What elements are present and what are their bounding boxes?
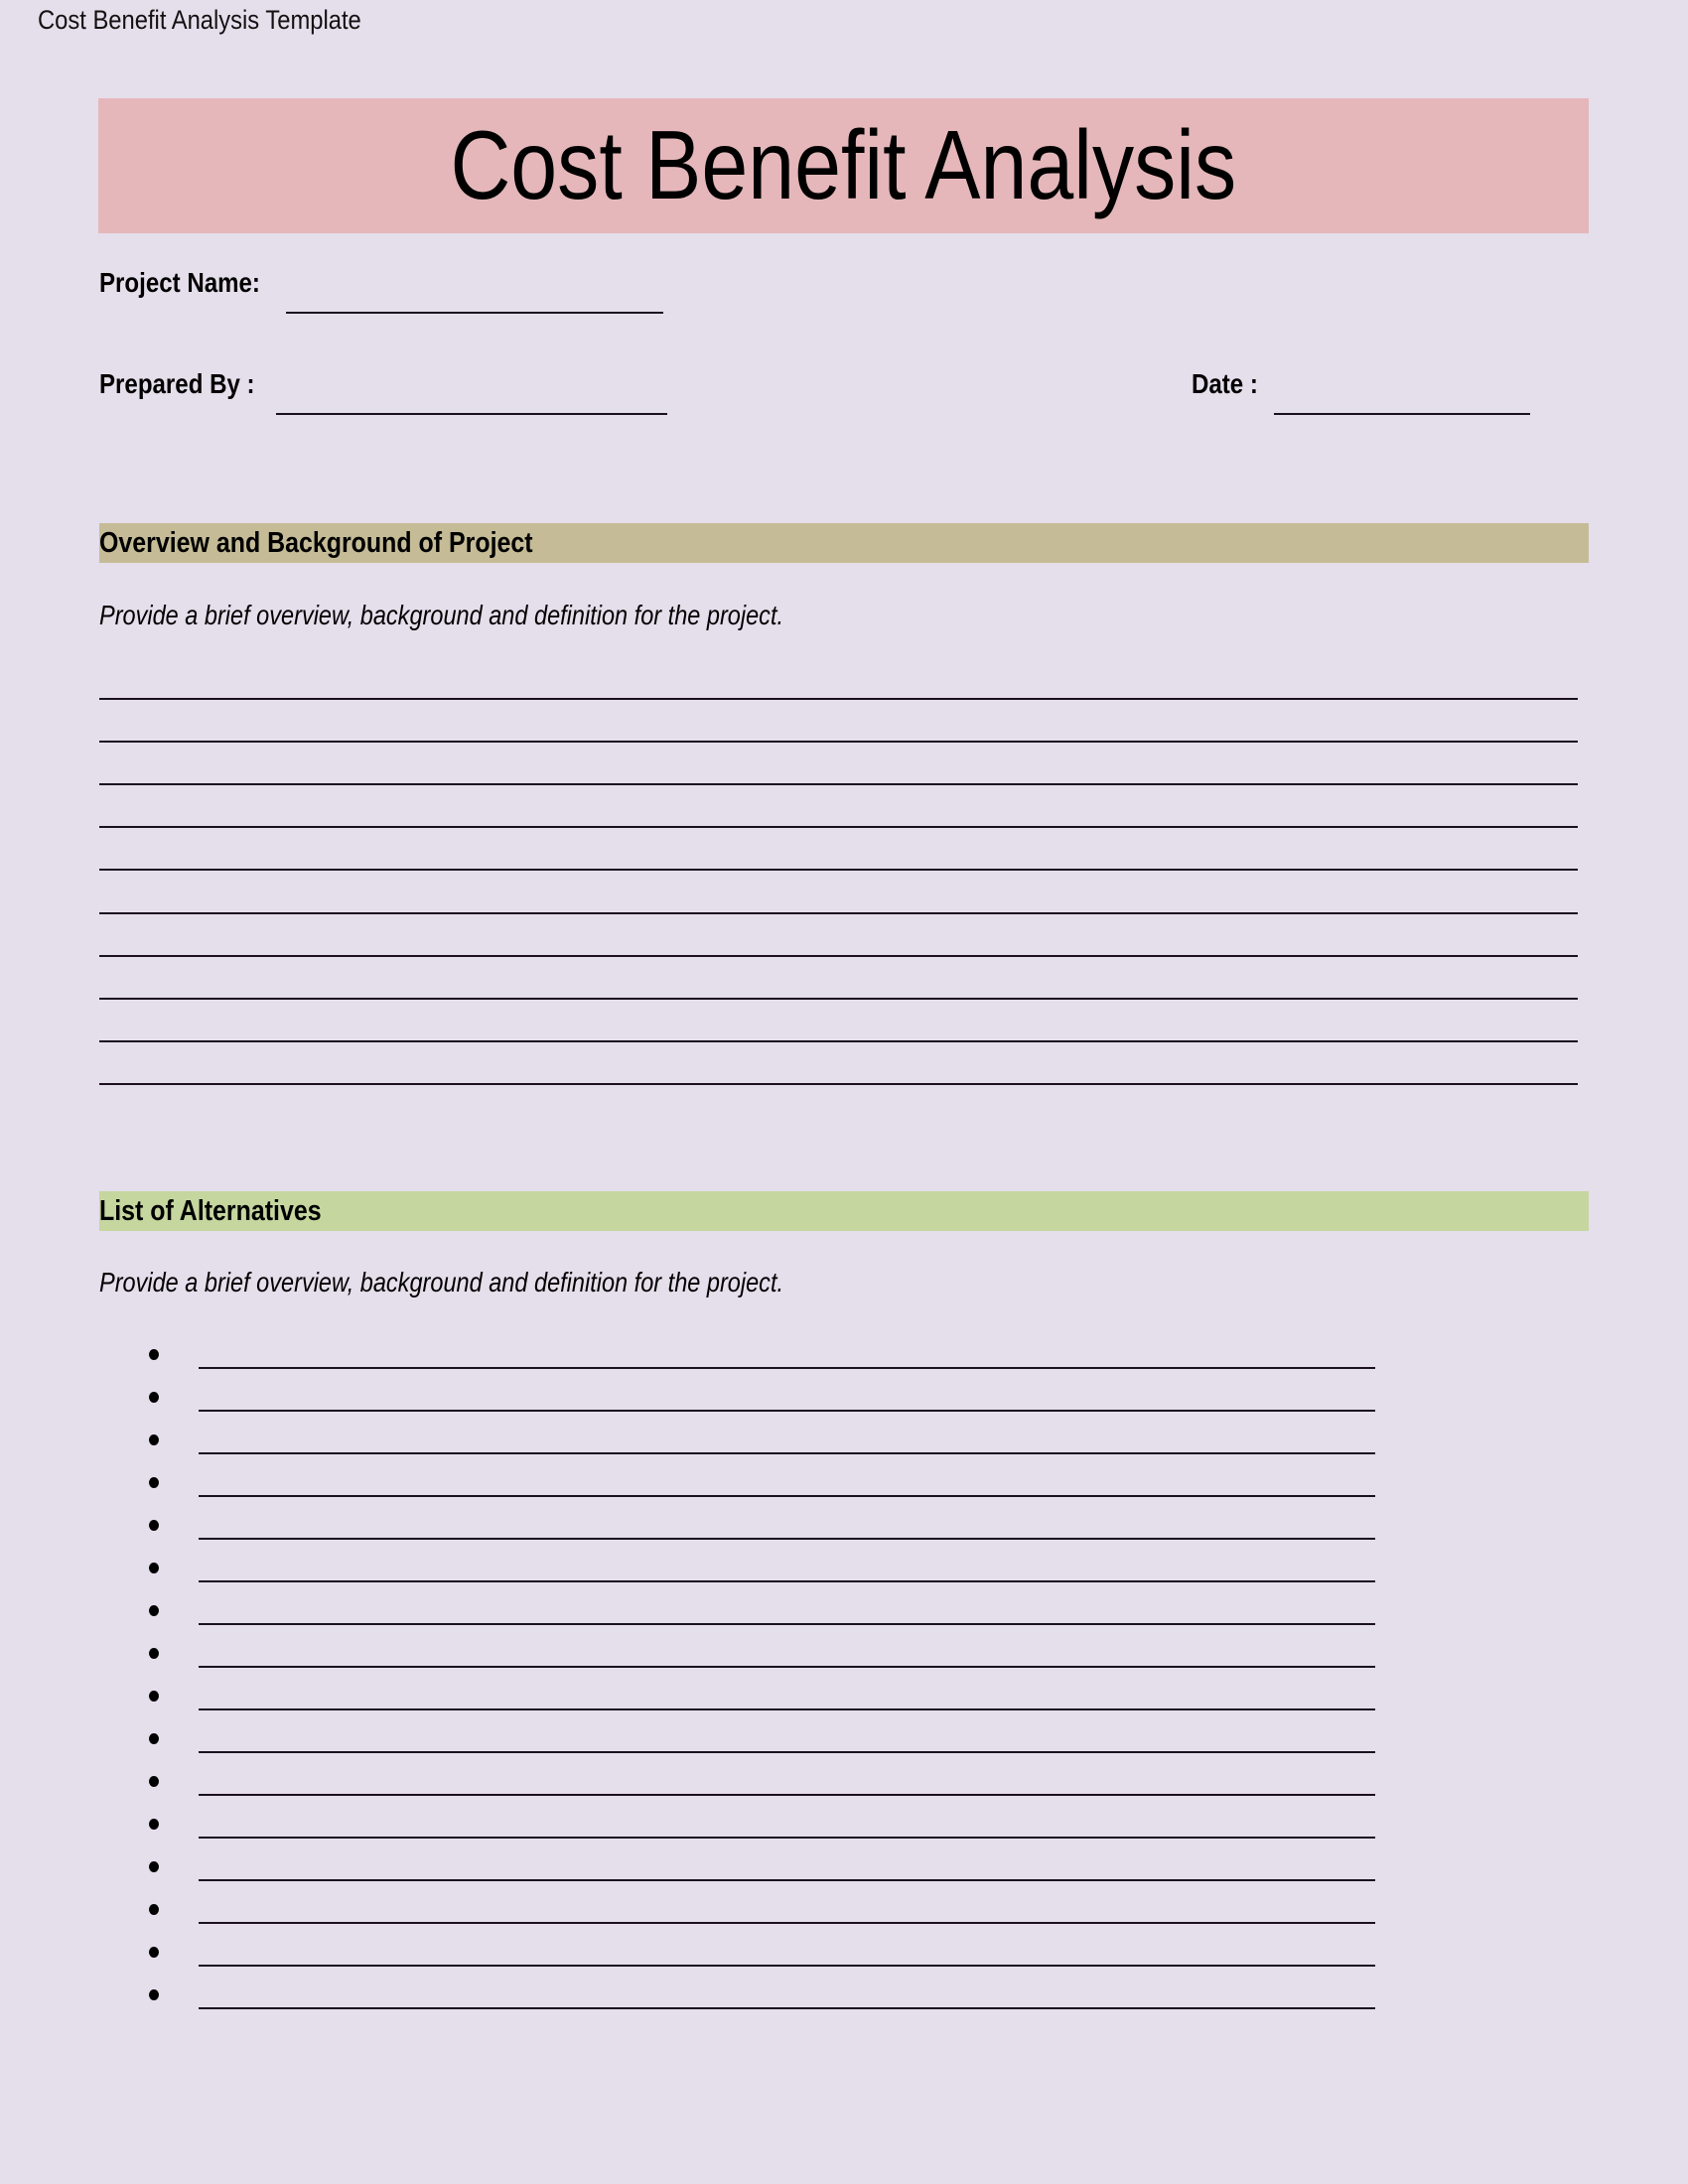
alternative-input-line[interactable] xyxy=(199,1837,1375,1839)
bullet-icon xyxy=(149,1861,159,1872)
alternative-input-line[interactable] xyxy=(199,1965,1375,1967)
bullet-icon xyxy=(149,1434,159,1445)
project-name-row xyxy=(99,266,286,300)
bullet-icon xyxy=(149,1776,159,1787)
prepared-by-row xyxy=(99,367,280,401)
bullet-icon xyxy=(149,1392,159,1403)
date-field[interactable] xyxy=(1274,413,1530,415)
alternative-input-line[interactable] xyxy=(199,1410,1375,1412)
overview-writing-line[interactable] xyxy=(99,955,1578,957)
alternatives-section-header xyxy=(99,1191,1589,1231)
title-banner xyxy=(98,98,1589,233)
alternative-input-line[interactable] xyxy=(199,1708,1375,1710)
alternative-input-line[interactable] xyxy=(199,1538,1375,1540)
page-title: Cost Benefit Analysis xyxy=(450,110,1237,219)
date-label: Date : xyxy=(1192,368,1258,399)
alternative-input-line[interactable] xyxy=(199,1623,1375,1625)
overview-section-title: Overview and Background of Project xyxy=(99,527,533,559)
overview-writing-line[interactable] xyxy=(99,698,1578,700)
overview-writing-line[interactable] xyxy=(99,869,1578,871)
bullet-icon xyxy=(149,1733,159,1744)
prepared-by-label: Prepared By : xyxy=(99,368,255,399)
alternative-input-line[interactable] xyxy=(199,1794,1375,1796)
overview-writing-line[interactable] xyxy=(99,998,1578,1000)
prepared-by-field[interactable] xyxy=(276,413,667,415)
project-name-field[interactable] xyxy=(286,312,663,314)
bullet-icon xyxy=(149,1605,159,1616)
bullet-icon xyxy=(149,1989,159,2000)
overview-writing-line[interactable] xyxy=(99,826,1578,828)
bullet-icon xyxy=(149,1349,159,1360)
date-row xyxy=(1192,367,1269,401)
alternative-input-line[interactable] xyxy=(199,2007,1375,2009)
overview-writing-line[interactable] xyxy=(99,783,1578,785)
overview-section-header xyxy=(99,523,1589,563)
bullet-icon xyxy=(149,1648,159,1659)
alternative-input-line[interactable] xyxy=(199,1367,1375,1369)
bullet-icon xyxy=(149,1520,159,1531)
overview-writing-line[interactable] xyxy=(99,741,1578,743)
project-name-label: Project Name: xyxy=(99,267,260,298)
alternative-input-line[interactable] xyxy=(199,1452,1375,1454)
bullet-icon xyxy=(149,1691,159,1702)
alternative-input-line[interactable] xyxy=(199,1495,1375,1497)
bullet-icon xyxy=(149,1563,159,1573)
alternative-input-line[interactable] xyxy=(199,1922,1375,1924)
overview-description: Provide a brief overview, background and definition for the project. xyxy=(99,600,784,630)
alternatives-section-title: List of Alternatives xyxy=(99,1195,322,1227)
alternative-input-line[interactable] xyxy=(199,1879,1375,1881)
document-header-title: Cost Benefit Analysis Template xyxy=(38,5,361,35)
alternative-input-line[interactable] xyxy=(199,1580,1375,1582)
overview-writing-line[interactable] xyxy=(99,1040,1578,1042)
overview-writing-line[interactable] xyxy=(99,912,1578,914)
bullet-icon xyxy=(149,1477,159,1488)
overview-writing-line[interactable] xyxy=(99,1083,1578,1085)
bullet-icon xyxy=(149,1819,159,1830)
bullet-icon xyxy=(149,1947,159,1958)
alternatives-description: Provide a brief overview, background and definition for the project. xyxy=(99,1267,784,1297)
alternative-input-line[interactable] xyxy=(199,1751,1375,1753)
bullet-icon xyxy=(149,1904,159,1915)
alternative-input-line[interactable] xyxy=(199,1666,1375,1668)
